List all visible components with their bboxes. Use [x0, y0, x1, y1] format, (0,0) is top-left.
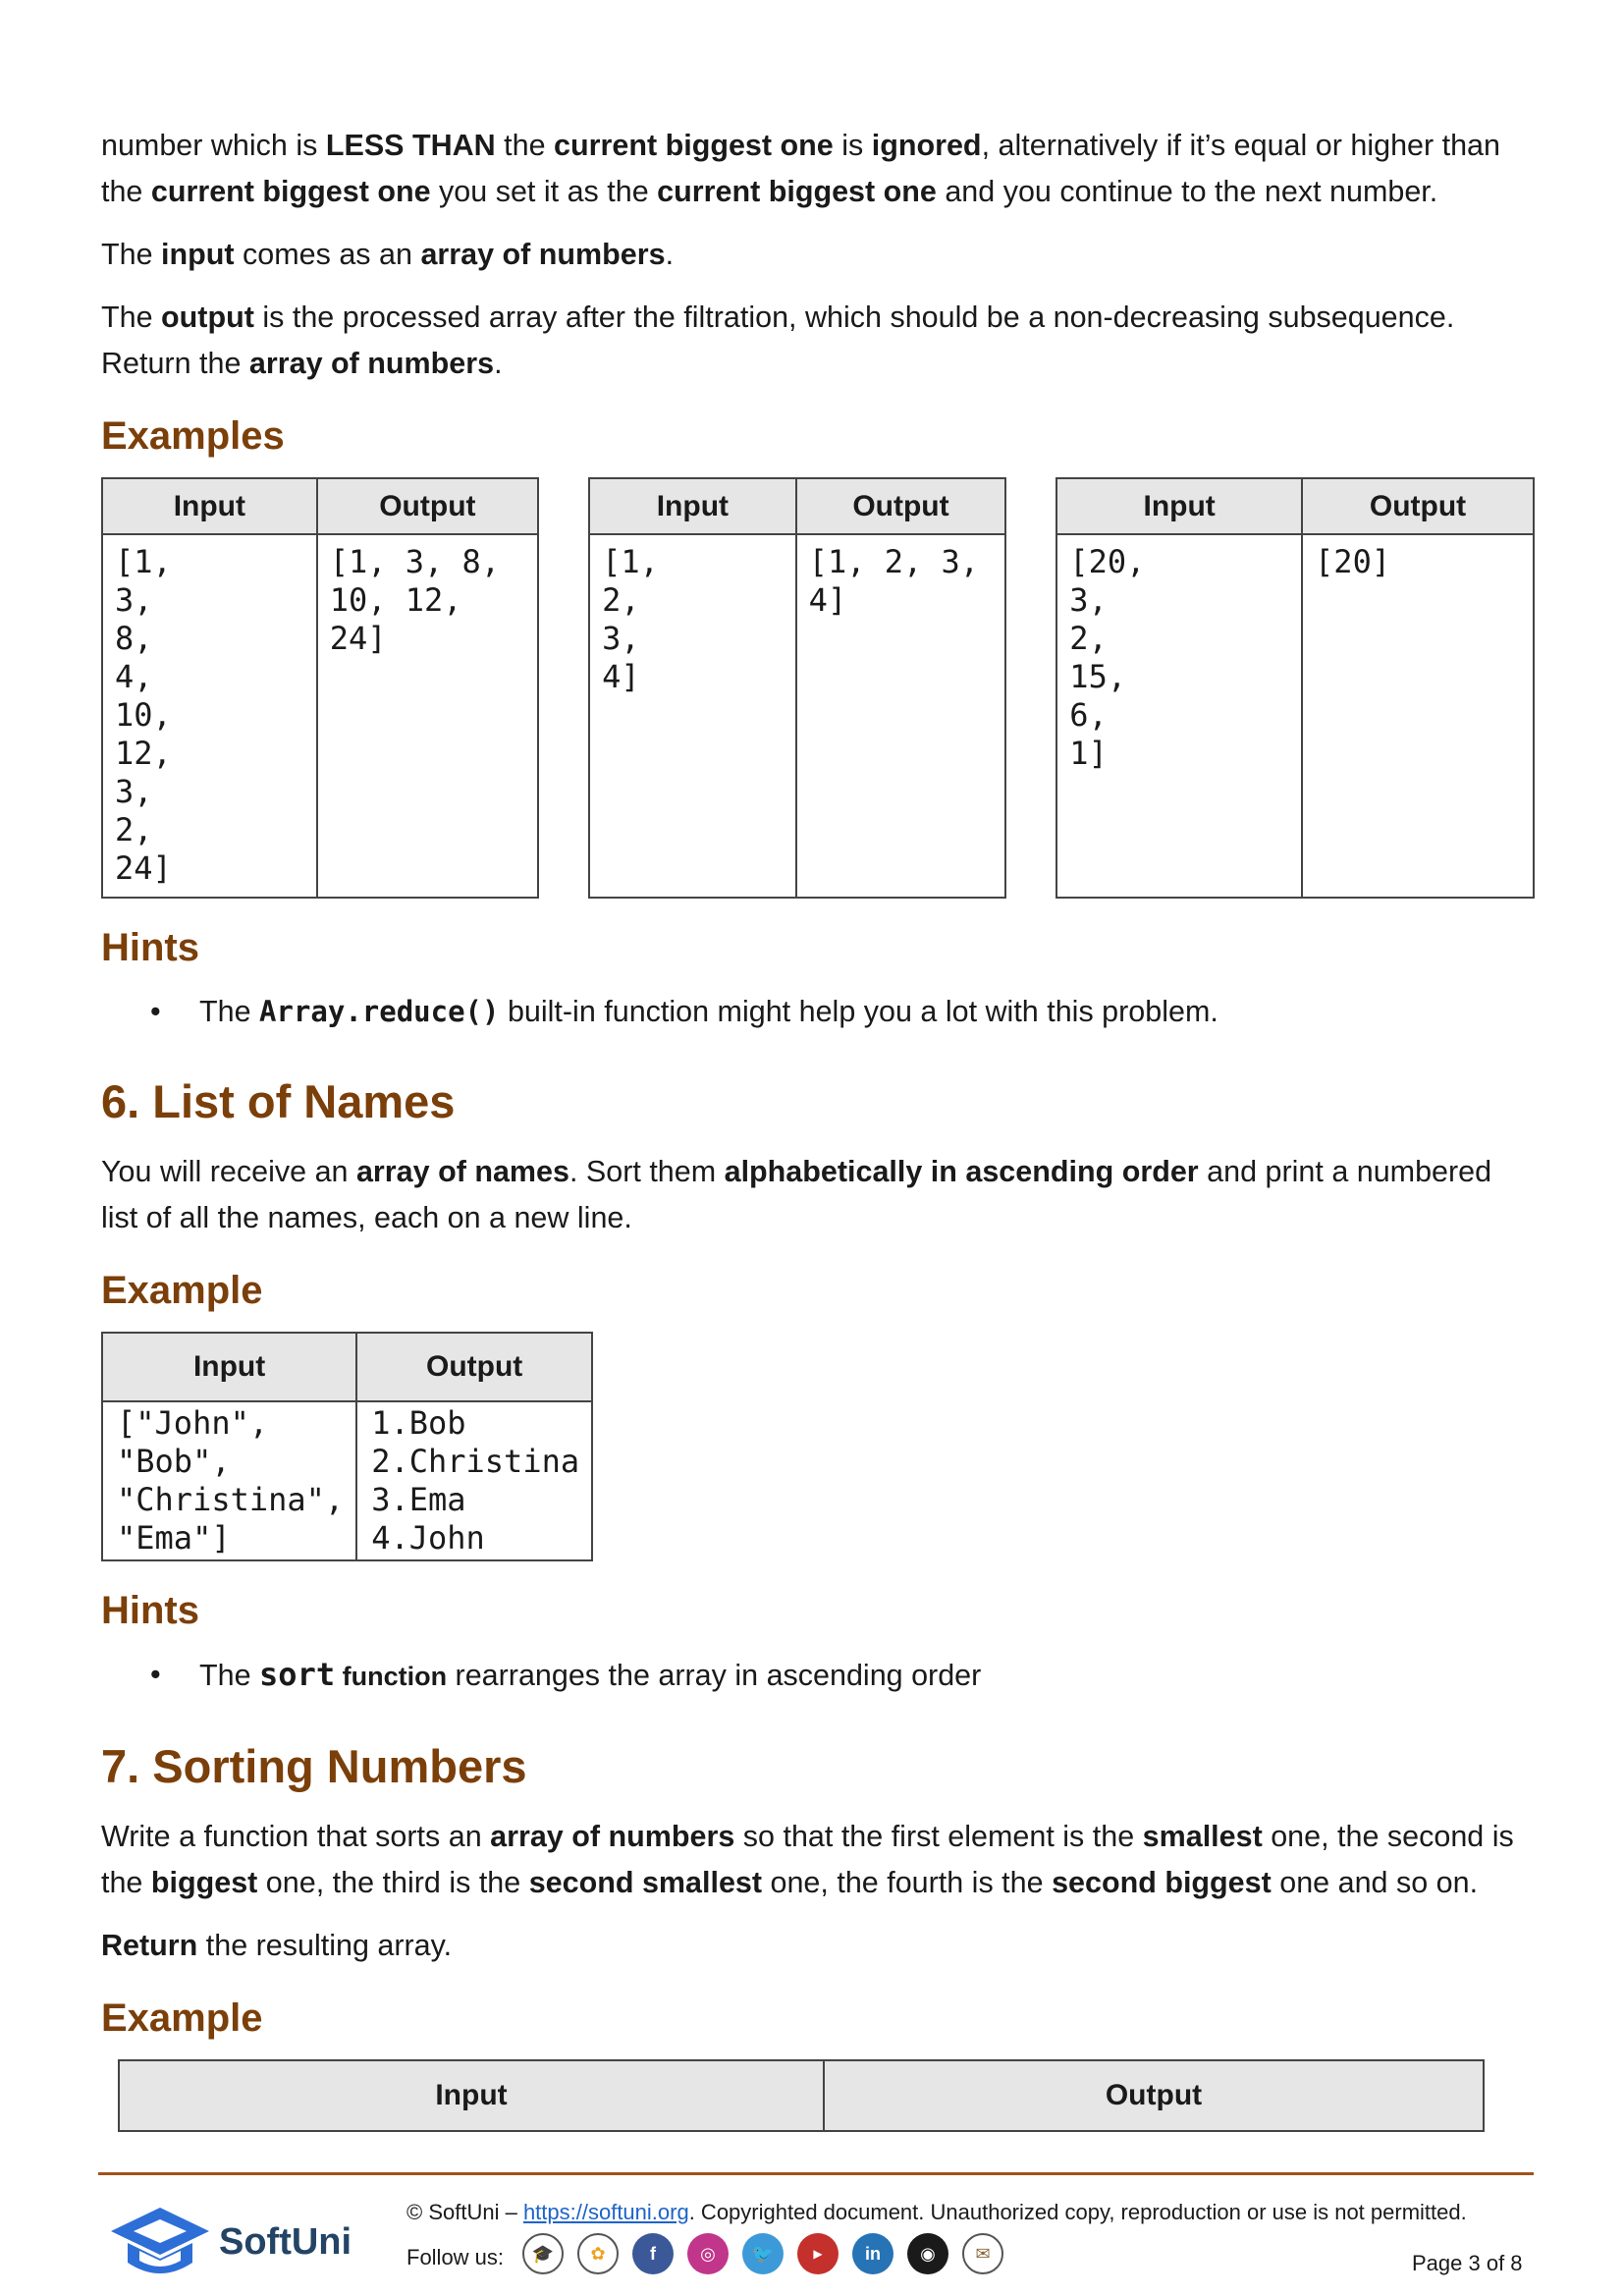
- section-7-paragraph-2: Return the resulting array.: [101, 1929, 453, 1962]
- twitter-icon[interactable]: 🐦: [742, 2233, 784, 2274]
- input-header: Input: [102, 1333, 356, 1401]
- example-input-cell: ["John", "Bob", "Christina", "Ema"]: [102, 1401, 356, 1560]
- example-table-1: [101, 477, 539, 899]
- input-header: Input: [589, 478, 796, 534]
- output-header: Output: [796, 478, 1006, 534]
- bullet-icon: •: [150, 995, 161, 1028]
- footer-divider: [98, 2172, 1534, 2175]
- section-6-paragraph: You will receive an array of names. Sort them alphabetically in ascending order and print a numbered list of all the names, each on a new line.: [101, 1155, 1492, 1234]
- instagram-icon[interactable]: ◎: [687, 2233, 729, 2274]
- section-7-example-table: [118, 2059, 1485, 2132]
- output-header: Output: [356, 1333, 592, 1401]
- intro-paragraph-2: The input comes as an array of numbers.: [101, 238, 675, 271]
- example-table-2: [588, 477, 1006, 899]
- section-6-title: 6. List of Names: [101, 1075, 456, 1127]
- hints-list: [101, 1652, 1535, 1700]
- page-content: [101, 123, 1535, 2132]
- example-output-cell: [1, 3, 8, 10, 12, 24]: [317, 534, 538, 898]
- section-6-hints-heading: Hints: [101, 1589, 199, 1632]
- softuni-foundation-icon[interactable]: ✿: [577, 2233, 619, 2274]
- softuni-logo[interactable]: [106, 2200, 381, 2288]
- list-item: • The Array.reduce() built-in function might help you a lot with this problem.: [101, 989, 1535, 1035]
- social-icons: [522, 2233, 1003, 2274]
- intro-paragraph-3: The output is the processed array after the filtration, which should be a non-decreasing subsequence. Return the array of numbers.: [101, 301, 1455, 380]
- input-header: Input: [102, 478, 317, 534]
- section-6-example-heading: Example: [101, 1269, 263, 1312]
- page-number: Page 3 of 8: [1412, 2251, 1523, 2275]
- example-output-cell: [20]: [1302, 534, 1534, 898]
- section-7-title: 7. Sorting Numbers: [101, 1740, 527, 1792]
- output-header: Output: [317, 478, 538, 534]
- example-output-cell: [1, 2, 3, 4]: [796, 534, 1006, 898]
- section-7-example-heading: Example: [101, 1996, 263, 2040]
- example-output-cell: 1.Bob 2.Christina 3.Ema 4.John: [356, 1401, 592, 1560]
- example-input-cell: [20, 3, 2, 15, 6, 1]: [1056, 534, 1302, 898]
- email-icon[interactable]: ✉: [962, 2233, 1003, 2274]
- softuni-link[interactable]: https://softuni.org: [522, 2200, 689, 2224]
- intro-paragraph-1: number which is LESS THAN the current biggest one is ignored, alternatively if it’s equal or higher than the current biggest one you set it as the current biggest one and you continue to the next number.: [101, 129, 1500, 208]
- follow-us-label: Follow us:: [406, 2245, 505, 2269]
- example-table-3: [1056, 477, 1535, 899]
- section-7-paragraph-1: Write a function that sorts an array of numbers so that the first element is the smallest one, the second is the biggest one, the third is the second smallest one, the fourth is the second biggest one and so on.: [101, 1820, 1514, 1899]
- softuni-icon[interactable]: 🎓: [522, 2233, 564, 2274]
- github-icon[interactable]: ◉: [907, 2233, 948, 2274]
- list-item: • The sort function rearranges the array in ascending order: [101, 1652, 1535, 1700]
- copyright-text: © SoftUni – https://softuni.org. Copyrighted document. Unauthorized copy, reproduction or use is not permitted.: [406, 2200, 1467, 2224]
- linkedin-icon[interactable]: in: [852, 2233, 893, 2274]
- youtube-icon[interactable]: ▶: [797, 2233, 839, 2274]
- example-input-cell: [1, 3, 8, 4, 10, 12, 3, 2, 24]: [102, 534, 317, 898]
- logo-icon: [106, 2200, 214, 2288]
- hints-heading: Hints: [101, 926, 199, 969]
- facebook-icon[interactable]: f: [632, 2233, 674, 2274]
- section-6-example-table: [101, 1332, 593, 1561]
- examples-heading: Examples: [101, 414, 285, 458]
- logo-text: SoftUni: [219, 2221, 352, 2263]
- input-header: Input: [1056, 478, 1302, 534]
- hints-list: [101, 989, 1535, 1035]
- bullet-icon: •: [150, 1658, 161, 1691]
- examples-tables: [101, 477, 1535, 899]
- footer: [0, 2178, 1624, 2296]
- example-input-cell: [1, 2, 3, 4]: [589, 534, 796, 898]
- output-header: Output: [824, 2060, 1484, 2131]
- output-header: Output: [1302, 478, 1534, 534]
- input-header: Input: [119, 2060, 824, 2131]
